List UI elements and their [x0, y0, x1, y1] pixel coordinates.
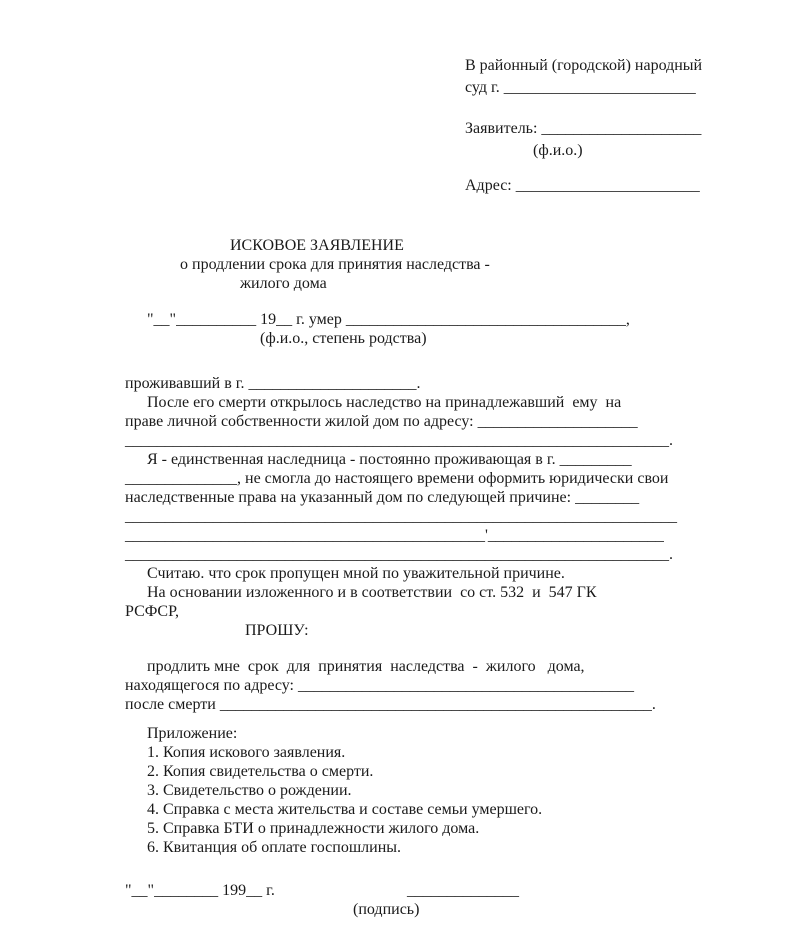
applicant-blank-line: Заявитель: ____________________	[465, 120, 702, 137]
body-spacer	[125, 348, 685, 374]
applicant-fio-hint: (ф.и.о.)	[533, 142, 583, 159]
signing-date-line: "__"________ 199__ г.	[125, 882, 275, 899]
paragraph-valid-reason: Считаю. что срок пропущен мной по уважительной причине.	[147, 565, 565, 582]
document-body	[125, 310, 685, 857]
body-spacer	[125, 640, 685, 657]
attachment-item: 6. Квитанция об оплате госпошлины.	[147, 839, 401, 856]
paragraph-legal-basis-line2: РСФСР,	[125, 603, 179, 620]
residence-line: проживавший в г. _____________________.	[125, 375, 421, 392]
reason-blank-line-1: _____________________________________________________________________	[125, 508, 677, 525]
request-heading: ПРОШУ:	[245, 622, 309, 639]
court-name-line: В районный (городской) народный	[465, 57, 703, 74]
paragraph-inheritance-line1: После его смерти открылось наследство на принадлежавший ему на	[147, 394, 622, 411]
attachment-item: 1. Копия искового заявления.	[147, 744, 346, 761]
document-subtitle: о продлении срока для принятия наследства -	[180, 256, 490, 273]
attachment-item: 4. Справка с места жительства и составе семьи умершего.	[147, 801, 543, 818]
address-blank-line: Адрес: _______________________	[465, 177, 700, 194]
signature-block	[125, 881, 683, 919]
document-subtitle-2: жилого дома	[240, 275, 327, 292]
court-header-block	[465, 55, 725, 197]
signature-hint: (подпись)	[353, 901, 420, 918]
paragraph-legal-basis-line1: На основании изложенного и в соответствии со ст. 532 и 547 ГК	[147, 584, 597, 601]
paragraph-inheritance-line3: ____________________________________________________________________.	[125, 432, 673, 449]
request-line3: после смерти ______________________________________________________.	[125, 696, 656, 713]
fio-relation-hint: (ф.и.о., степень родства)	[260, 330, 427, 347]
attachment-item: 5. Справка БТИ о принадлежности жилого дома.	[147, 820, 480, 837]
request-line2: находящегося по адресу: __________________________________________	[125, 677, 634, 694]
header-spacer	[465, 99, 725, 118]
paragraph-inheritance-line2: праве личной собственности жилой дом по адресу: ____________________	[125, 413, 638, 430]
request-line1: продлить мне срок для принятия наследства - жилого дома,	[147, 658, 585, 675]
body-spacer	[125, 714, 685, 724]
header-spacer	[465, 162, 725, 175]
document-title: ИСКОВОЕ ЗАЯВЛЕНИЕ	[230, 237, 404, 254]
document-title-block	[125, 236, 683, 293]
death-date-line: "__"__________ 19__ г. умер ___________________________________,	[147, 311, 630, 328]
reason-blank-line-3: ____________________________________________________________________.	[125, 546, 673, 563]
paragraph-heiress-line3: наследственные права на указанный дом по следующей причине: ________	[125, 489, 640, 506]
signing-date-row	[125, 881, 683, 900]
reason-blank-line-2: _____________________________________________'______________________	[125, 527, 664, 544]
paragraph-heiress-line2: ______________, не смогла до настоящего времени оформить юридически свои	[125, 470, 669, 487]
attachment-item: 2. Копия свидетельства о смерти.	[147, 763, 374, 780]
court-city-blank-line: суд г. ________________________	[465, 79, 696, 96]
signature-blank-line: ______________	[407, 882, 519, 899]
paragraph-heiress-line1: Я - единственная наследница - постоянно проживающая в г. _________	[147, 451, 632, 468]
attachments-heading: Приложение:	[147, 725, 238, 742]
attachment-item: 3. Свидетельство о рождении.	[147, 782, 352, 799]
